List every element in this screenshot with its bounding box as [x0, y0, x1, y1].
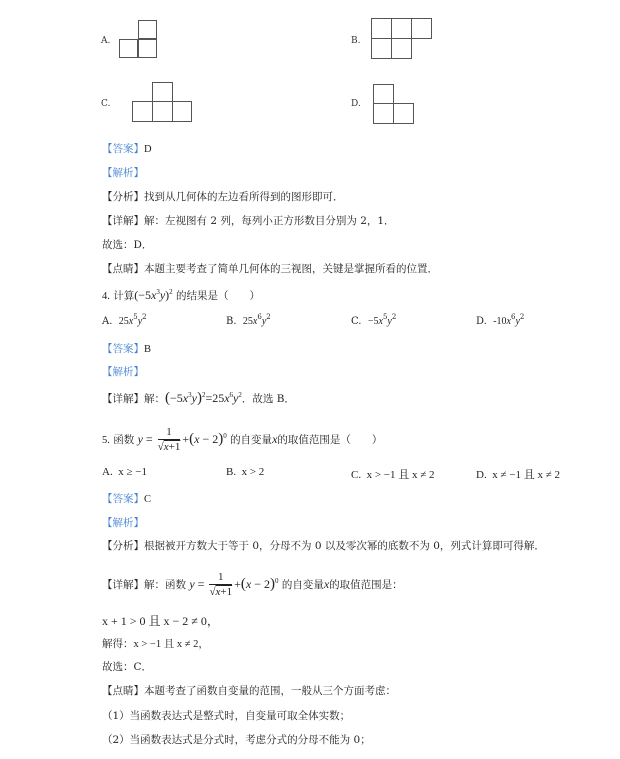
option-label: A.	[102, 466, 113, 478]
solve-text: x > −1 且 x ≠ 2，	[133, 639, 209, 650]
option-label: D.	[351, 99, 361, 109]
option-text: x ≠ −1 且 x ≠ 2	[492, 469, 560, 481]
y-exponent: 2	[266, 313, 271, 321]
square	[371, 18, 392, 39]
option-label: B.	[351, 36, 361, 46]
q3-xiangjie	[102, 213, 395, 228]
square	[391, 18, 412, 39]
q5-stem: 5. 函数 y = $\frac{1}{√x+1}$ $+(x - 2)^0$ 的自变量x的取值范围是（ ）	[102, 426, 383, 453]
option-label: D.	[476, 316, 487, 327]
q5-condition: x + 1 > 0 且 x − 2 ≠ 0，	[102, 614, 219, 628]
q4-xiangjie	[102, 390, 295, 407]
q5-xiangjie: 【详解】解：函数 y = $\frac{1}{√x+1}$ $+(x - 2)^0$ 的自变量x的取值范围是：	[102, 571, 403, 598]
dianjing-text: 本题考查了函数自变量的范围，一般从三个方面考虑：	[144, 685, 396, 697]
square	[373, 84, 394, 104]
square	[138, 20, 157, 39]
square	[172, 101, 192, 122]
xiangjie-prefix: 解：	[144, 393, 165, 405]
option-coef: -10	[493, 316, 507, 327]
q5-solve	[102, 636, 209, 651]
stem-function: y = $\frac{1}{√x+1}$ $+(x - 2)^0$	[137, 426, 227, 453]
square	[371, 38, 392, 59]
stem-prefix: 函数	[113, 433, 135, 446]
answer-tag: 【答案】	[102, 493, 144, 505]
q4-option-a[interactable]: A. $25x^5y^2$	[102, 313, 147, 327]
fenxi-text: 找到从几何体的左边看所得到的图形即可．	[144, 191, 344, 203]
q3-dianjing	[102, 261, 438, 276]
xiangjie-result: ．故选 B．	[241, 393, 295, 405]
q5-point-2: （2）当函数表达式是分式时，考虑分式的分母不能为 0；	[102, 734, 371, 746]
stem-prefix: 计算	[113, 290, 135, 302]
q5-option-a[interactable]	[102, 466, 147, 478]
square	[152, 82, 173, 102]
dianjing-tag: 【点睛】	[102, 263, 144, 275]
option-text: x ≥ −1	[118, 466, 147, 478]
square	[119, 39, 138, 58]
question-number: 4.	[102, 291, 110, 302]
xiangjie-tag: 【详解】	[102, 578, 144, 591]
option-coef: −5	[367, 316, 379, 327]
q5-point-1: （1）当函数表达式是整式时，自变量可取全体实数；	[102, 710, 351, 722]
q4-analysis-tag: 【解析】	[102, 366, 144, 378]
answer-tag: 【答案】	[102, 343, 144, 355]
square	[373, 103, 394, 124]
option-label: B.	[226, 466, 237, 478]
answer-tag: 【答案】	[102, 143, 144, 155]
option-label: C.	[351, 316, 362, 327]
q3-analysis-tag: 【解析】	[102, 167, 144, 179]
xiangjie-text: 解：左视图有 2 列，每列小正方形数目分别为 2，1．	[144, 215, 395, 227]
option-label: A.	[102, 316, 113, 327]
x-exponent: 5	[382, 313, 388, 321]
q5-fenxi	[102, 538, 545, 553]
x-exponent: 5	[133, 313, 138, 321]
option-label: C.	[101, 99, 111, 109]
option-coef: 25	[118, 316, 129, 327]
q5-choose: 故选：C．	[102, 661, 153, 673]
answer-value: D	[144, 144, 152, 155]
q4-option-c[interactable]: C. $-5x^5y^2$	[351, 313, 397, 327]
question-number: 5.	[102, 434, 110, 446]
answer-value: C	[144, 494, 152, 505]
x-exponent: 6	[257, 313, 262, 321]
xiangjie-prefix: 解：函数	[144, 578, 186, 591]
dianjing-tag: 【点睛】	[102, 685, 144, 697]
option-coef: 25	[242, 316, 253, 327]
x-exponent: 6	[511, 313, 516, 321]
q4-option-d[interactable]: D. $-10x^6y^2$	[476, 313, 525, 327]
fenxi-tag: 【分析】	[102, 540, 144, 552]
stem-suffix2: 的取值范围是（ ）	[277, 433, 383, 446]
xiangjie-suffix: 的自变量	[281, 578, 324, 591]
q5-analysis-tag: 【解析】	[102, 517, 144, 529]
fenxi-text: 根据被开方数大于等于 0，分母不为 0 以及零次幂的底数不为 0，列式计算即可得解．	[144, 540, 545, 552]
q5-answer	[102, 491, 151, 506]
square	[138, 39, 157, 58]
square	[132, 101, 153, 122]
q5-option-d[interactable]	[476, 466, 560, 482]
xiangjie-expression: $(-5x^3y)^2=25x^6y^2$	[165, 390, 242, 406]
option-label: B.	[226, 316, 237, 327]
answer-value: B	[144, 344, 152, 355]
q4-option-b[interactable]: B. $25x^6y^2$	[226, 313, 271, 327]
option-label: D.	[476, 469, 487, 481]
square	[411, 18, 432, 39]
y-exponent: 2	[519, 313, 525, 321]
fenxi-tag: 【分析】	[102, 191, 144, 203]
solve-prefix: 解得：	[102, 638, 134, 650]
q3-fenxi	[102, 189, 344, 204]
q4-stem	[102, 288, 260, 303]
stem-expression: $(-5x^3y)^2$	[134, 288, 173, 302]
y-exponent: 2	[142, 313, 147, 321]
stem-suffix: 的结果是（ ）	[175, 290, 260, 302]
square	[391, 38, 412, 59]
q3-choose: 故选：D．	[102, 239, 153, 251]
q5-dianjing	[102, 683, 396, 698]
xiangjie-suffix2: 的取值范围是：	[329, 578, 403, 591]
square	[393, 103, 414, 124]
q4-answer	[102, 341, 151, 356]
y-exponent: 2	[391, 313, 397, 321]
option-label: C.	[351, 469, 362, 481]
square	[152, 101, 173, 122]
xiangjie-tag: 【详解】	[102, 393, 144, 405]
q5-option-c[interactable]	[351, 466, 435, 482]
xiangjie-function: y = $\frac{1}{√x+1}$ $+(x - 2)^0$	[189, 571, 279, 598]
q5-option-b[interactable]	[226, 466, 264, 478]
option-label: A.	[101, 36, 111, 46]
stem-suffix: 的自变量	[230, 433, 273, 446]
option-text: x > 2	[241, 466, 265, 478]
xiangjie-tag: 【详解】	[102, 215, 144, 227]
q3-answer	[102, 141, 152, 156]
option-text: x > −1 且 x ≠ 2	[366, 469, 435, 481]
dianjing-text: 本题主要考查了简单几何体的三视图，关键是掌握所看的位置．	[144, 263, 438, 275]
